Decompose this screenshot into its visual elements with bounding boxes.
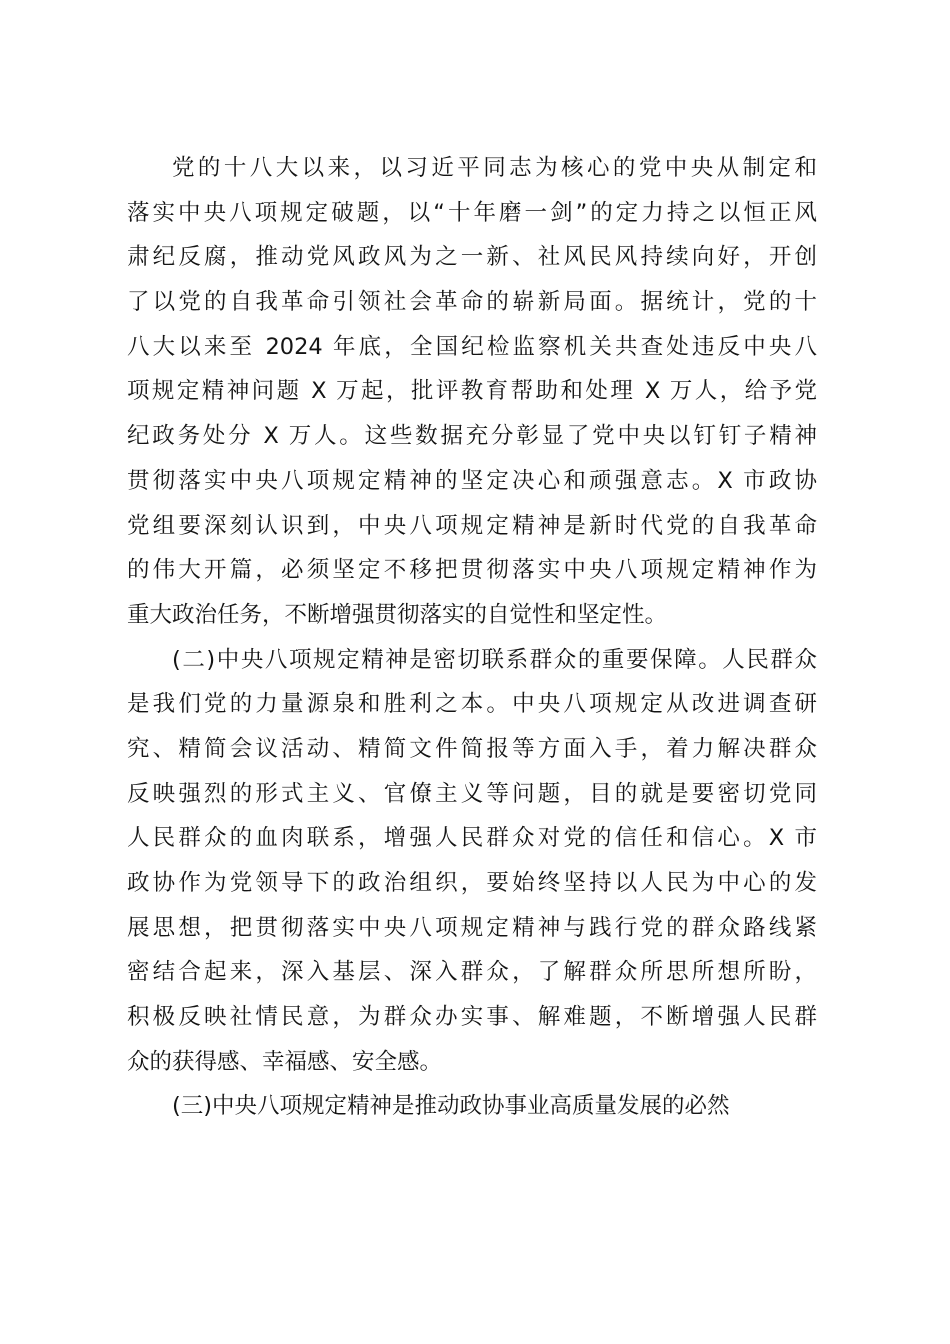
text-line: 贯彻落实中央八项规定精神的坚定决心和顽强意志。X 市政协: [127, 467, 817, 494]
text-line: 展思想，把贯彻落实中央八项规定精神与践行党的群众路线紧: [127, 914, 817, 941]
body-text: [127, 146, 817, 1129]
section-heading-line: (二)中央八项规定精神是密切联系群众的重要保障。人民群众: [172, 646, 817, 673]
text-line: 积极反映社情民意，为群众办实事、解难题，不断增强人民群: [127, 1004, 817, 1031]
text-line: 是我们党的力量源泉和胜利之本。中央八项规定从改进调查研: [127, 691, 817, 718]
text-line: 反映强烈的形式主义、官僚主义等问题，目的就是要密切党同: [127, 780, 817, 807]
section-heading-line: (三)中央八项规定精神是推动政协事业高质量发展的必然: [172, 1093, 730, 1120]
text-line: 八大以来至 2024 年底，全国纪检监察机关共查处违反中央八: [127, 333, 817, 360]
text-line: 密结合起来，深入基层、深入群众，了解群众所思所想所盼，: [127, 959, 817, 986]
text-line: 了以党的自我革命引领社会革命的崭新局面。据统计，党的十: [127, 289, 817, 316]
text-line: 肃纪反腐，推动党风政风为之一新、社风民风持续向好，开创: [127, 244, 817, 271]
text-line: 党组要深刻认识到，中央八项规定精神是新时代党的自我革命: [127, 512, 817, 539]
text-line: 人民群众的血肉联系，增强人民群众对党的信任和信心。X 市: [127, 825, 817, 852]
text-line: 政协作为党领导下的政治组织，要始终坚持以人民为中心的发: [127, 870, 817, 896]
text-line: 党的十八大以来，以习近平同志为核心的党中央从制定和: [172, 155, 817, 181]
text-line: 的伟大开篇，必须坚定不移把贯彻落实中央八项规定精神作为: [127, 557, 817, 584]
text-line: 究、精简会议活动、精简文件简报等方面入手，着力解决群众: [127, 735, 817, 762]
text-line: 项规定精神问题 X 万起，批评教育帮助和处理 X 万人，给予党: [127, 378, 817, 405]
text-line: 落实中央八项规定破题，以“十年磨一剑”的定力持之以恒正风: [127, 199, 817, 226]
text-line: 众的获得感、幸福感、安全感。: [127, 1048, 443, 1075]
text-line: 重大政治任务，不断增强贯彻落实的自觉性和坚定性。: [127, 601, 668, 628]
text-line: 纪政务处分 X 万人。这些数据充分彰显了党中央以钉钉子精神: [127, 423, 817, 450]
